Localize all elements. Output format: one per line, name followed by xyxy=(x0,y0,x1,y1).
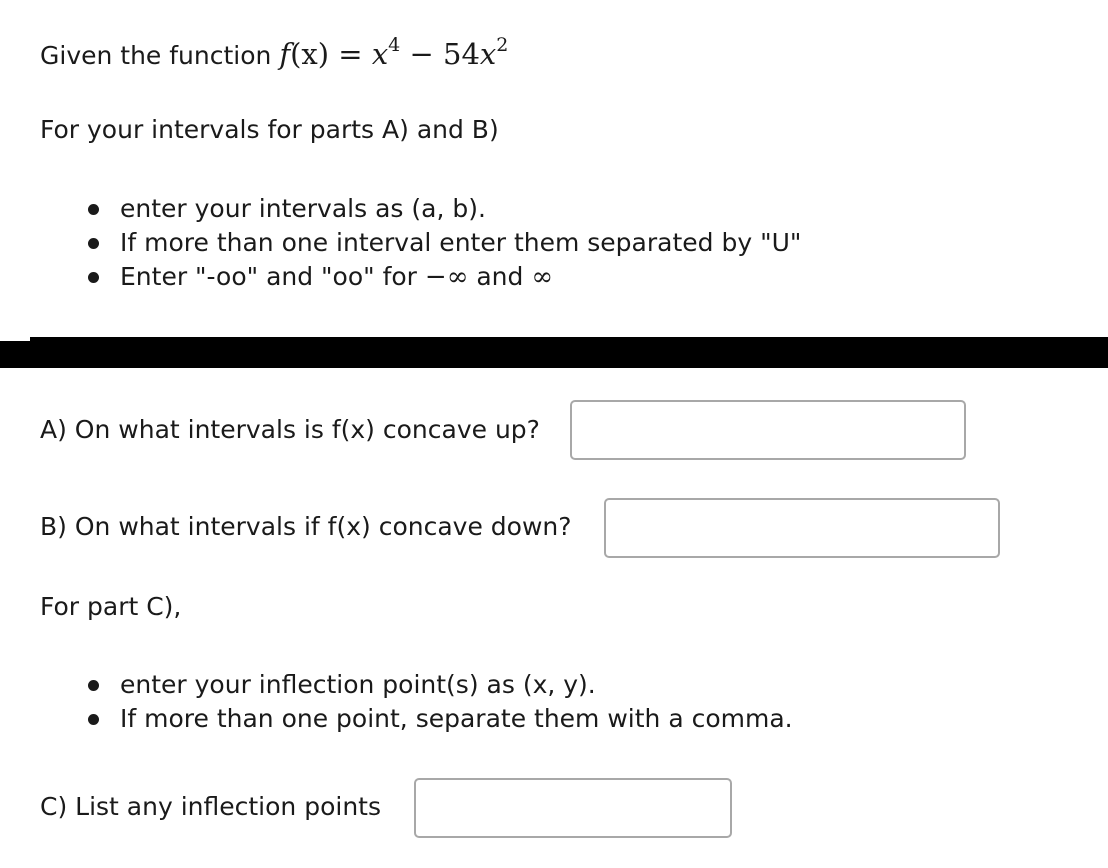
and-text: and xyxy=(476,262,524,291)
list-item: If more than one interval enter them separated by "U" xyxy=(88,226,801,260)
divider-notch xyxy=(0,337,30,341)
parts-ab-note: For your intervals for parts A) and B) xyxy=(40,115,499,144)
question-b-label: B) On what intervals if f(x) concave down? xyxy=(40,512,572,541)
function-formula: $f(x) = x^4 - 54x^2$ xyxy=(279,34,509,71)
point-instructions-list xyxy=(88,668,793,736)
section-divider xyxy=(0,337,1108,368)
list-item xyxy=(88,260,801,294)
function-statement xyxy=(40,34,509,72)
interval-instructions-list xyxy=(88,192,801,294)
intro-prefix: Given the function xyxy=(40,41,272,70)
concave-up-input[interactable] xyxy=(570,400,966,460)
negative-infinity-symbol: −∞ xyxy=(424,262,469,292)
concave-down-input[interactable] xyxy=(604,498,1000,558)
list-item: If more than one point, separate them with a comma. xyxy=(88,702,793,736)
list-item: enter your intervals as (a, b). xyxy=(88,192,801,226)
question-c-label: C) List any inflection points xyxy=(40,792,381,821)
inflection-points-input[interactable] xyxy=(414,778,732,838)
list-item: enter your inflection point(s) as (x, y). xyxy=(88,668,793,702)
infinity-instruction-text: Enter "-oo" and "oo" for xyxy=(120,262,417,291)
question-a-label: A) On what intervals is f(x) concave up? xyxy=(40,415,540,444)
positive-infinity-symbol: ∞ xyxy=(531,262,553,292)
part-c-note: For part C), xyxy=(40,592,182,621)
